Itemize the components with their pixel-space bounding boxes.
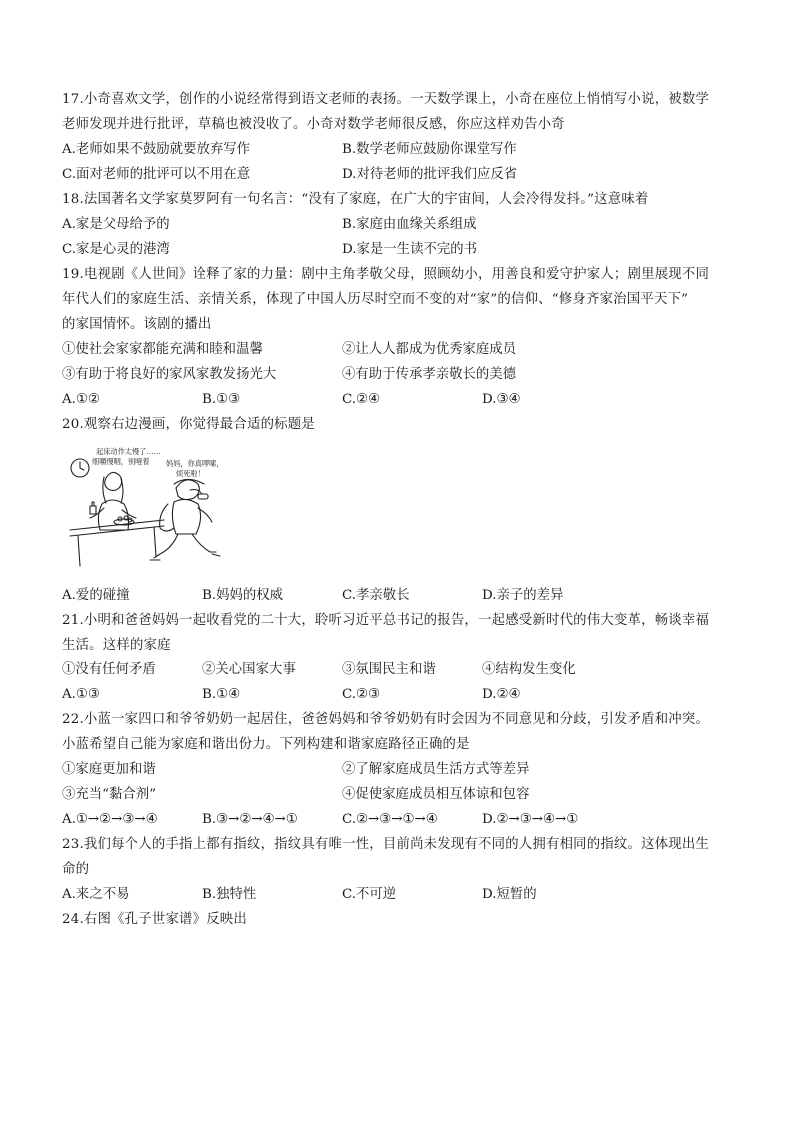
q19-stem-line2: 年代人们的家庭生活、亲情关系，体现了中国人历尽时空而不变的对“家”的信仰、“修身齐家治国平天下” (62, 292, 689, 307)
q20-option-d: D.亲子的差异 (482, 588, 564, 603)
q21-option-b: B.①④ (202, 687, 241, 702)
q21-stem-line2: 生活。这样的家庭 (62, 638, 171, 653)
q18-option-a: A.家是父母给予的 (62, 217, 170, 232)
q19-option-c: C.②④ (342, 392, 381, 407)
child-speech-line2: 烦死啦！ (176, 469, 205, 478)
q22-statement-3: ③充当“黏合剂” (62, 787, 157, 802)
q19-option-a: A.①② (62, 392, 100, 407)
q21-option-d: D.②④ (482, 687, 521, 702)
q22-option-d: D.②→③→④→① (482, 812, 579, 827)
q21-option-a: A.①③ (62, 687, 100, 702)
q19-statement-4: ④有助于传承孝亲敬长的美德 (342, 367, 517, 382)
q20-option-a: A.爱的碰撞 (62, 588, 130, 603)
child-speech-line1: 妈妈，你真啰嗦， (166, 459, 224, 468)
q23-stem-line2: 命的 (62, 862, 90, 877)
q21-statement-3: ③氛围民主和谐 (342, 662, 436, 677)
q20-option-b: B.妈妈的权威 (202, 588, 284, 603)
q18-option-d: D.家是一生读不完的书 (342, 242, 478, 257)
q19-statement-3: ③有助于将良好的家风家教发扬光大 (62, 367, 277, 382)
q22-option-b: B.③→②→④→① (202, 812, 298, 827)
q18-option-c: C.家是心灵的港湾 (62, 242, 170, 257)
q23-option-a: A.来之不易 (62, 887, 130, 902)
q20-option-c: C.孝亲敬长 (342, 588, 410, 603)
q22-statement-1: ①家庭更加和谐 (62, 762, 156, 777)
q22-option-c: C.②→③→①→④ (342, 812, 438, 827)
mother-speech-line1: 起床动作太慢了…… (96, 447, 161, 456)
q17-stem-line2: 老师发现并进行批评，草稿也被没收了。小奇对数学老师很反感，你应这样劝告小奇 (62, 117, 565, 132)
q22-statement-2: ②了解家庭成员生活方式等差异 (342, 762, 530, 777)
cartoon-mother-son-drawing (64, 444, 224, 576)
q22-stem-line1: 22.小蓝一家四口和爷爷奶奶一起居住，爸爸妈妈和爷爷奶奶有时会因为不同意见和分歧，引发矛盾和冲突。 (62, 712, 710, 727)
q19-option-b: B.①③ (202, 392, 241, 407)
q19-statement-2: ②让人人都成为优秀家庭成员 (342, 342, 517, 357)
q23-option-c: C.不可逆 (342, 887, 397, 902)
q21-stem-line1: 21.小明和爸爸妈妈一起收看党的二十大，聆听习近平总书记的报告，一起感受新时代的伟大变革，畅谈幸福 (62, 613, 710, 628)
mother-speech-line2: 细嚼慢咽，别噎着 (92, 457, 150, 466)
q19-statement-1: ①使社会家家都能充满和睦和温馨 (62, 342, 263, 357)
q17-option-d: D.对待老师的批评我们应反省 (342, 167, 518, 182)
q19-stem-line1: 19.电视剧《人世间》诠释了家的力量：剧中主角孝敬父母，照顾幼小，用善良和爱守护家人；剧里展现不同 (62, 267, 710, 282)
q22-option-a: A.①→②→③→④ (62, 812, 158, 827)
q17-option-c: C.面对老师的批评可以不用在意 (62, 167, 251, 182)
q23-stem-line1: 23.我们每个人的手指上都有指纹，指纹具有唯一性，目前尚未发现有不同的人拥有相同的指纹。这体现出生 (62, 837, 710, 852)
q19-option-d: D.③④ (482, 392, 521, 407)
q21-statement-4: ④结构发生变化 (482, 662, 576, 677)
q23-option-b: B.独特性 (202, 887, 257, 902)
q17-option-b: B.数学老师应鼓励你课堂写作 (342, 142, 517, 157)
q19-stem-line3: 的家国情怀。该剧的播出 (62, 317, 212, 332)
q21-statement-2: ②关心国家大事 (202, 662, 296, 677)
q18-option-b: B.家庭由血缘关系组成 (342, 217, 477, 232)
q17-option-a: A.老师如果不鼓励就要放弃写作 (62, 142, 251, 157)
q18-stem: 18.法国著名文学家莫罗阿有一句名言：“没有了家庭，在广大的宇宙间，人会冷得发抖。”这意味着 (62, 192, 649, 207)
q21-statement-1: ①没有任何矛盾 (62, 662, 156, 677)
q20-stem: 20.观察右边漫画，你觉得最合适的标题是 (62, 417, 315, 432)
q22-statement-4: ④促使家庭成员相互体谅和包容 (342, 787, 530, 802)
cartoon-illustration (64, 444, 224, 576)
q17-stem-line1: 17.小奇喜欢文学，创作的小说经常得到语文老师的表扬。一天数学课上，小奇在座位上悄悄写小说，被数学 (62, 92, 710, 107)
q22-stem-line2: 小蓝希望自己能为家庭和谐出份力。下列构建和谐家庭路径正确的是 (62, 737, 470, 752)
q24-stem: 24.右图《孔子世家谱》反映出 (62, 912, 247, 927)
q23-option-d: D.短暂的 (482, 887, 537, 902)
q21-option-c: C.②③ (342, 687, 381, 702)
